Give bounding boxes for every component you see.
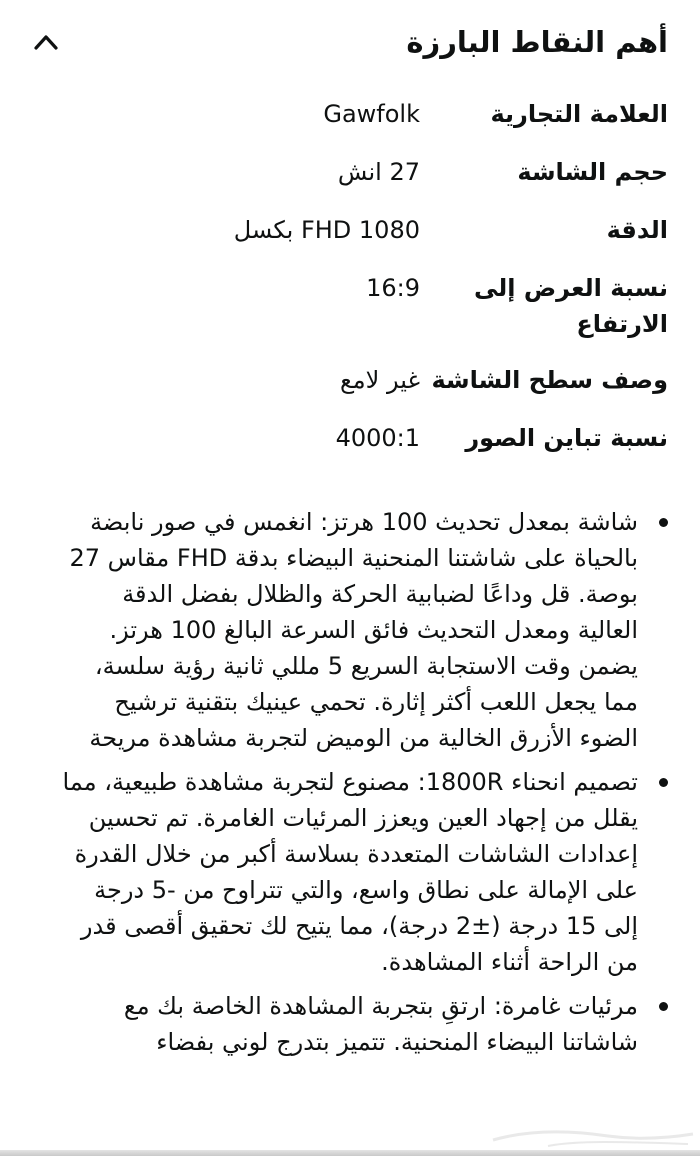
spec-value: غير لامع [340, 366, 420, 394]
spec-row-aspect-ratio [0, 270, 700, 342]
chevron-up-icon [33, 33, 59, 51]
spec-value: 27 انش [337, 158, 420, 186]
bullet-dot-icon [659, 1002, 668, 1011]
spec-label: الدقة [606, 216, 668, 244]
spec-row-brand [0, 96, 700, 132]
spec-label: وصف سطح الشاشة [431, 366, 668, 394]
spec-row-surface [0, 362, 700, 398]
section-title: أهم النقاط البارزة [406, 25, 668, 59]
bullet-dot-icon [659, 518, 668, 527]
specs-table [0, 96, 700, 478]
spec-label: العلامة التجارية [490, 100, 668, 128]
spec-value: FHD 1080 بكسل [233, 216, 420, 244]
spec-value: 16:9 [366, 274, 420, 302]
feature-bullet [58, 504, 668, 756]
spec-label: حجم الشاشة [517, 158, 668, 186]
bullet-text: تصميم انحناء 1800R: مصنوع لتجربة مشاهدة طبيعية، مما يقلل من إجهاد العين ويعزز المرئيات الغامرة. تم تحسين إعدادات الشاشات المتعددة بسلاسة أكبر من خلال القدرة على الإمالة على نطاق واسع، والتي تتراوح من -5 درجة إلى 15 درجة (±2 درجة)، مما يتيح لك تحقيق أقصى قدر من الراحة أثناء المشاهدة. [62, 768, 638, 976]
bullet-text: شاشة بمعدل تحديث 100 هرتز: انغمس في صور نابضة بالحياة على شاشتنا المنحنية البيضاء بدقة FHD مقاس 27 بوصة. قل وداعًا لضبابية الحركة والظلال بفضل الدقة العالية ومعدل التحديث فائق السرعة البالغ 100 هرتز. يضمن وقت الاستجابة السريع 5 مللي ثانية رؤية سلسة، مما يجعل اللعب أكثر إثارة. تحمي عينيك بتقنية ترشيح الضوء الأزرق الخالية من الوميض لتجربة مشاهدة مريحة [69, 508, 638, 752]
collapse-button[interactable] [28, 24, 64, 60]
spec-value: 4000:1 [335, 424, 420, 452]
spec-row-contrast [0, 420, 700, 456]
spec-row-resolution [0, 212, 700, 248]
highlights-header[interactable] [0, 14, 700, 70]
spec-value: Gawfolk [323, 100, 420, 128]
bullet-dot-icon [659, 778, 668, 787]
watermark-icon [488, 1126, 698, 1150]
feature-bullets [58, 504, 668, 1068]
bottom-edge [0, 1150, 700, 1156]
spec-label: نسبة العرض إلى الارتفاع [473, 274, 668, 338]
feature-bullet [58, 988, 668, 1060]
spec-label: نسبة تباين الصور [465, 424, 668, 452]
spec-row-screen-size [0, 154, 700, 190]
bullet-text: مرئيات غامرة: ارتقِ بتجربة المشاهدة الخاصة بك مع شاشاتنا البيضاء المنحنية. تتميز بتدرج لوني بفضاء [123, 992, 638, 1056]
feature-bullet [58, 764, 668, 980]
